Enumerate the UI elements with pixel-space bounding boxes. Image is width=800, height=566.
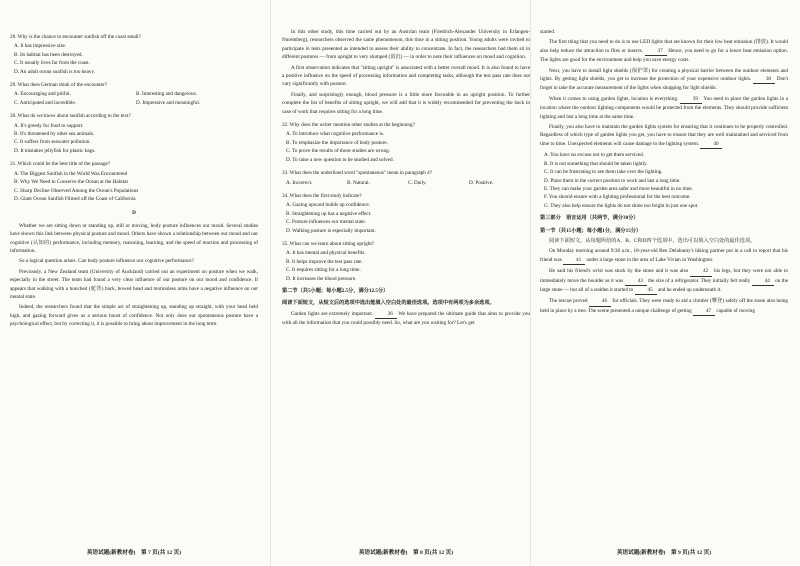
question-29 — [10, 81, 258, 107]
option: C. Daily. — [408, 179, 427, 186]
option: A. You have no excuse not to get them serviced. — [544, 152, 644, 159]
option: C. It usually lives far from the coast. — [14, 60, 90, 67]
blank-43: 43 — [625, 277, 647, 286]
paragraph: Whether we are sitting down or standing up, still or moving, body posture influences our mood. Several studies have shown this link between physical posture and mood. Others have shown a relationship between our mood and our cognitive (认知的) performance, including memory, reasoning, learning, and the speed of reaction and processing of information. — [10, 222, 258, 254]
option: A. It's greedy for food to support. — [14, 122, 84, 129]
option: B. To emphasize the importance of body posture. — [286, 139, 388, 146]
paragraph — [540, 38, 788, 64]
garden-paragraph — [282, 310, 530, 328]
page-fold — [530, 0, 531, 566]
text: Hence, you need to go for a lower heat emission option. The lights are good for the environment and help you save energy costs. — [540, 47, 788, 64]
blank-47: 47 — [693, 307, 715, 316]
text: under a large stone in the area of Lake Vivian in Washington. — [586, 256, 714, 263]
question-30 — [10, 112, 258, 155]
text: Finally, you also have to maintain the garden lights system for ensuring that it continues to be properly controlled. Regardless of which type of garden lights you get, you have to ensure that they are well maintained and serviced from time to time. Unexpected elements will cause damage to the lighting system. — [540, 124, 788, 147]
blank-42: 42 — [690, 267, 712, 276]
option: B. Natural. — [347, 179, 370, 186]
option: F. You should ensure with a lighting professional for the best outcome. — [544, 194, 691, 201]
question-stem: 35. What can we learn about sitting upright? — [282, 240, 375, 247]
blank-44: 44 — [752, 277, 774, 286]
option: A. Incorrect. — [286, 179, 313, 186]
blank-37: 37 — [645, 47, 667, 56]
text: Next, you have to install light shields (保护罩) for creating a physical barrier between the outdoor elements and lights. By getting light shields, you get to increase the protection of your expensive outdoor lights. — [540, 67, 788, 83]
option: A. To introduce what cognitive performance is. — [286, 131, 385, 138]
text: on the large stone — but all of a sudden it started to — [540, 277, 789, 293]
question-stem: 34. What does the first study indicate? — [282, 192, 362, 199]
option: C. Posture influences our mental state. — [286, 219, 366, 226]
option: C. It requires sitting for a long time. — [286, 267, 361, 274]
question-stem: 30. What do we know about sunfish according to the text? — [10, 113, 131, 120]
option: C. Anticipated and incredible. — [14, 99, 77, 106]
section-1-title: 第一节（共15小题；每小题1分，满分15分） — [540, 227, 642, 234]
question-31 — [10, 160, 258, 203]
question-stem: 32. Why does the writer mention other studies at the beginning? — [282, 122, 415, 129]
option: D. Giant Ocean Sunfish Filmed off the Coast of California — [14, 195, 136, 202]
text: On Monday morning around 9:30 a.m., 18-year-old Ben Delahunty's hiking partner put in a call to report that his friend was — [540, 248, 788, 263]
paragraph: So a logical question arises. Can body posture influence our cognitive performance? — [19, 258, 194, 265]
section-2-title: 第二节（共5小题；每小题2.5分，满分12.5分） — [282, 287, 389, 294]
option: B. Why We Need to Conserve the Ocean at the Habitat — [14, 179, 128, 186]
option: D. It mistakes jellyfish for plastic bags. — [14, 147, 96, 154]
page-fold — [270, 0, 271, 566]
option: C. It suffers from seawater pollution. — [14, 139, 91, 146]
blank-38: 38 — [753, 75, 775, 84]
option: A. The Biggest Sunfish in the World Was Encountered — [14, 170, 128, 177]
garden-rest: We have prepared the ultimate guide that aims to provide you with all the information that you could possibly need. So, what are you waiting for? Let's get — [282, 310, 531, 327]
paragraph: started. — [540, 29, 556, 35]
option: B. It is not something that should be taken lightly. — [544, 160, 648, 167]
option: D. An adult ocean sunfish is too heavy. — [14, 68, 96, 75]
text: The rescue proved — [549, 298, 588, 305]
option: C. It can be frustrating to see them take over the lighting. — [544, 169, 663, 176]
question-stem: 29. What does German think of the encounter? — [10, 82, 107, 89]
option: A. It has mental and physical benefits. — [286, 250, 366, 257]
question-34 — [282, 192, 530, 235]
page-footer: 英语试题(新教材卷) 第 9 页(共 12 页) — [616, 550, 712, 556]
option: C. To prove the results of those studies are wrong. — [286, 148, 390, 155]
section-2-instruction: 阅读下面短文，从短文后的选项中选出能填入空白处的最佳选项。选项中有两项为多余选项。 — [282, 300, 495, 307]
blank-36: 36 — [375, 310, 397, 319]
option: B. It helps improve the test pass rate. — [286, 258, 363, 265]
paragraph: A first observation indicates that "sitting upright" is associated with a better overall mood. It is also found to have a positive influence on the speed of processing information and completing tasks, although the test pass rate does not vary significantly with posture. — [282, 64, 530, 88]
text: capable of moving — [716, 307, 755, 314]
text: When it comes to using garden lights, location is everything. — [549, 95, 679, 102]
option-list — [540, 151, 788, 210]
question-32 — [282, 121, 530, 164]
option: B. Interesting and dangerous. — [136, 91, 197, 98]
paragraph: Finally, and surprisingly enough, blood pressure is a little more favorable in an upright position. To further complete the list of benefits of sitting upright, we will add that it is widely recommended for preventing the back in case of work that requires sitting for a long time. — [282, 91, 530, 115]
question-stem: 28. Why is the chance to encounter sunfish off the coast small? — [10, 34, 141, 40]
text: The first thing that you need to do is to use LED lights that are known for their low heat emission (排放). It would also help reduce the attraction to flies or insects. — [540, 39, 788, 54]
text: the size of a refrigerator. They initially felt really — [648, 277, 751, 284]
column-page-9 — [540, 28, 788, 318]
text: his legs, but they were not able to immediately move the boulder as it was — [540, 268, 789, 284]
column-page-8 — [282, 28, 530, 330]
part-3-title: 第三部分 语言运用（共两节，满分30分） — [540, 215, 639, 222]
option: A. Gazing upward builds up confidence. — [286, 202, 370, 209]
cloze-paragraph — [540, 267, 788, 295]
blank-46: 46 — [589, 297, 611, 306]
section-1-instruction: 阅读下面短文，从每题所给的A、B、C和D四个选项中，选出可以填入空白处的最佳选项。 — [549, 237, 756, 244]
text: You need to place the garden lights in a location where the outdoor lighting components would be protected from the elements. They should provide sufficient lighting and last a long time at the same time. — [540, 95, 789, 120]
option: A. Encouraging and pitiful. — [14, 91, 71, 98]
cloze-paragraph — [540, 247, 788, 265]
paragraph — [540, 67, 788, 93]
passage-label: D — [132, 210, 136, 217]
option: G. They also help ensure the lights do not shine too bright in just one spot. — [544, 202, 699, 209]
option: A. It has impressive size. — [14, 43, 67, 50]
question-stem: 31. Which could be the best title of the passage? — [10, 161, 111, 168]
option: B. Its habitat has been destroyed. — [14, 51, 83, 58]
paragraph — [540, 123, 788, 149]
blank-39: 39 — [680, 95, 702, 104]
text: Don't forget to take the accurate measurement of the lights when shopping for light shields. — [540, 76, 789, 92]
garden-intro: Garden lights are extremely important. — [291, 310, 374, 317]
option: D. Walking posture is especially important. — [286, 227, 376, 234]
paragraph — [540, 95, 788, 121]
paragraph: Previously, a New Zealand team (University of Auckland) carried out an experiment on posture when we walk, especially in the street. The team had found a very clear influence of our posture on our mood and confidence. It appears that walking with a hunched (驼背) back, bowed head and motionless arms have a negative influence on our mental state. — [10, 268, 258, 300]
text: He said his friend's wrist was stuck by the stone and it was also — [549, 268, 689, 275]
option: E. They can make your garden area safer and more beautiful in no time. — [544, 185, 693, 192]
option: C. Sharp Decline Observed Among the Ocean's Populations — [14, 187, 139, 194]
option: B. It's threatened by other sea animals. — [14, 131, 95, 138]
option: D. It increases the blood pressure. — [286, 275, 357, 282]
paragraph: In this other study, this time carried out by an Austrian team (Friedrich-Alexander University in Erlangen-Nuremberg), researchers observed the same phenomenon, this time in a sitting position. Young adults were invited to participate in tests presented as intended to assess their ability to concentrate. In fact, the researchers had them sit in different postures — from upright to very slumped (消沉) — in order to note their influences on mood and cognition. — [282, 29, 530, 61]
text: and he ended up underneath it. — [657, 286, 722, 293]
blank-41: 41 — [563, 256, 585, 265]
paragraph: Indeed, the researchers found that the simple act of straightening up, standing up straight, with your head held high, and gazing forward gives us a serious boost of confidence. Not only does our spontaneous posture have a psychological effect, but by correcting it, it is possible to bring about improvement in the long term. — [10, 304, 258, 328]
question-33 — [282, 169, 530, 187]
text: for officials. They were ready to aid a climber (攀登) safely off the stone also being held in place by a tree. The scene presented a unique challenge of getting — [540, 298, 788, 314]
blank-45: 45 — [635, 286, 657, 295]
option: D. To raise a new question to be studied and solved. — [286, 156, 394, 163]
question-35 — [282, 240, 530, 283]
option: D. Place them in the correct position to work and last a long time. — [544, 177, 681, 184]
page-footer: 英语试题(新教材卷) 第 8 页(共 12 页) — [358, 550, 454, 556]
question-28 — [10, 33, 258, 76]
cloze-paragraph — [540, 297, 788, 316]
page-footer: 英语试题(新教材卷) 第 7 页(共 12 页) — [86, 550, 182, 556]
option: D. Positive. — [469, 179, 494, 186]
question-stem: 33. What does the underlined word "spontaneous" mean in paragraph 4? — [282, 170, 433, 177]
option: B. Straightening up has a negative effect. — [286, 210, 372, 217]
column-page-7 — [10, 28, 258, 331]
blank-40: 40 — [700, 140, 722, 149]
option: D. Impressive and meaningful. — [136, 99, 201, 106]
